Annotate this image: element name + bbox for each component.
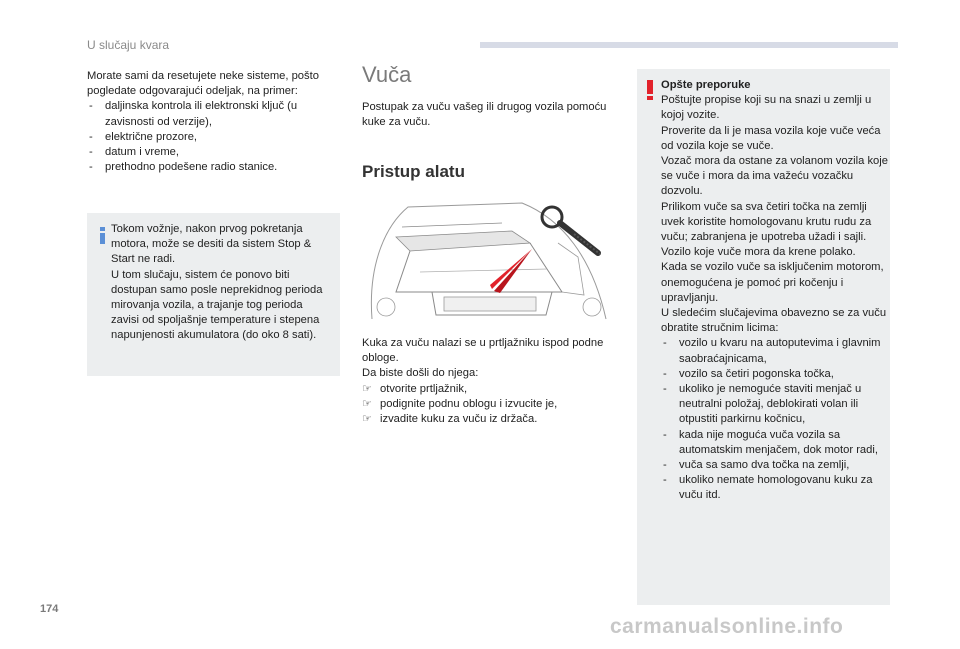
list-item: - daljinska kontrola ili elektronski ključ (u zavisnosti od verzije), (87, 99, 342, 129)
warning-exclamation-icon (644, 79, 656, 101)
header-bar (480, 42, 898, 48)
access-text: Kuka za vuču nalazi se u prtljažniku ispod podne obloge. Da biste došli do njega: (362, 337, 604, 380)
pointer-arrow (490, 249, 532, 289)
subsection-title: Pristup alatu (362, 162, 465, 181)
page-number: 174 (40, 603, 59, 615)
tow-hook-icon (542, 207, 600, 254)
section-title: Vuča (362, 62, 412, 87)
list-item: - ukoliko je nemoguće staviti menjač u neutralni položaj, deblokirati volan ili otpustiti parkirnu kočnicu, (661, 382, 888, 428)
professional-cases-list (661, 336, 888, 503)
hand-pointer-icon: ☞ (362, 397, 372, 410)
hand-pointer-icon: ☞ (362, 382, 372, 395)
section-header: U slučaju kvara (87, 38, 170, 52)
list-item: - ukoliko nemate homologovanu kuku za vuču itd. (661, 473, 888, 503)
paragraph: Vozilo koje vuče mora da krene polako. (661, 246, 856, 259)
list-item: - datum i vreme, (87, 145, 342, 160)
hand-pointer-icon: ☞ (362, 413, 372, 426)
general-recommendations-box (637, 69, 890, 605)
stop-start-note: Tokom vožnje, nakon prvog pokretanja motora, može se desiti da sistem Stop & Start ne radi. U tom slučaju, sistem će ponovo biti dostupan samo posle neprekidnog perioda mirovanja vozila, a trajanje tog perioda zavisi od spoljašnje temperature i stepena napunjenosti akumulatora (do oko 8 sati). (111, 223, 323, 342)
access-steps (362, 382, 616, 428)
reset-list (87, 99, 342, 175)
paragraph: Proverite da li je masa vozila koje vuče veća od vozila koje se vuče. (661, 124, 881, 152)
paragraph: Kada se vozilo vuče sa isključenim motorom, onemogućena je pomoć pri kočenju i upravljanju. (661, 261, 884, 304)
towing-access-body (362, 336, 616, 427)
list-item: - prethodno podešene radio stanice. (87, 160, 342, 175)
info-icon (93, 225, 113, 245)
column-towing (362, 62, 616, 426)
list-item: - vozilo sa četiri pogonska točka, (661, 367, 888, 382)
list-item: - vozilo u kvaru na autoputevima i glavnim saobraćajnicama, (661, 336, 888, 366)
list-item: - vuča sa samo dva točka na zemlji, (661, 458, 888, 473)
trunk-illustration (362, 197, 616, 329)
info-note-box (87, 213, 340, 376)
column-reset-systems (87, 69, 342, 175)
recommendations-title: Opšte preporuke (661, 79, 751, 91)
list-item: - kada nije moguća vuča vozila sa automatskim menjačem, dok motor radi, (661, 428, 888, 458)
list-item: ☞ podignite podnu oblogu i izvucite je, (362, 397, 616, 412)
list-item: ☞ izvadite kuku za vuču iz držača. (362, 412, 616, 427)
list-item: ☞ otvorite prtljažnik, (362, 382, 616, 397)
recommendations-text (661, 78, 888, 504)
towing-intro: Postupak za vuču vašeg ili drugog vozila pomoću kuke za vuču. (362, 101, 607, 129)
paragraph: Vozač mora da ostane za volanom vozila koje se vuče i mora da ima važeću vozačku dozvolu. (661, 155, 888, 198)
list-item: - električne prozore, (87, 130, 342, 145)
watermark: carmanualsonline.info (610, 615, 844, 638)
paragraph: U sledećim slučajevima obavezno se za vuču obratite stručnim licima: (661, 307, 887, 335)
paragraph: Prilikom vuče sa sva četiri točka na zemlji uvek koristite homologovanu krutu rudu za vuču; zabranjena je upotreba užadi i sajli. (661, 200, 872, 244)
reset-intro: Morate sami da resetujete neke sisteme, pošto pogledate odgovarajući odeljak, na primer: (87, 70, 319, 98)
paragraph: Poštujte propise koji su na snazi u zemlji u kojoj vozite. (661, 94, 872, 122)
